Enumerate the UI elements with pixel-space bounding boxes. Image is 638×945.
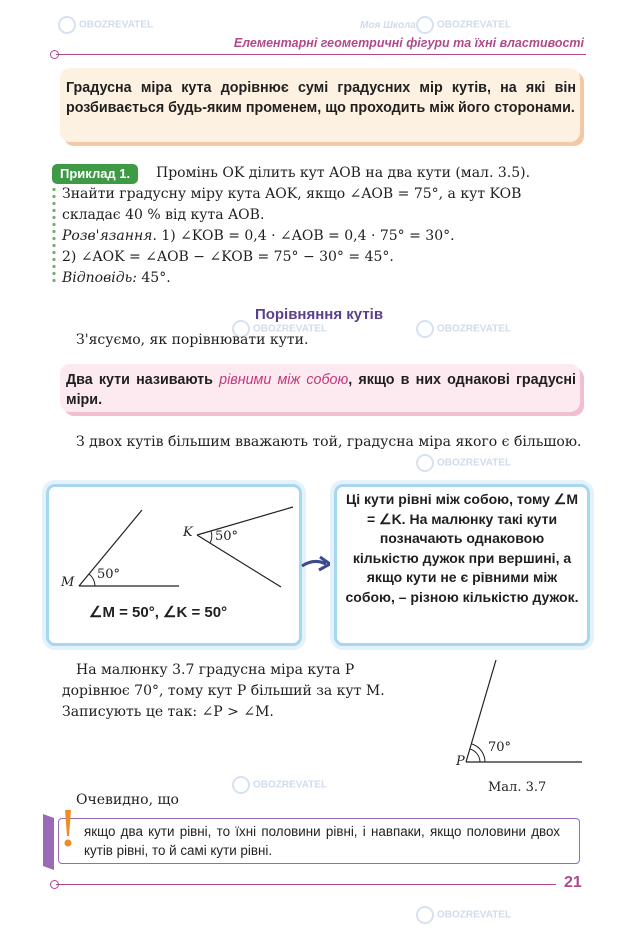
- watermark: OBOZREVATEL: [416, 16, 511, 34]
- page-number: 21: [564, 874, 582, 891]
- figure-angles-panel: [46, 484, 302, 646]
- solution-label: Розв'язання.: [62, 228, 157, 244]
- rule-box-angle-sum: [60, 68, 580, 142]
- rule-text-start: Два кути називають: [66, 372, 213, 388]
- vertex-label-K: K: [183, 525, 193, 540]
- para37-line-3: Записують це так: ∠P > ∠M.: [62, 704, 274, 720]
- para37-line-1: На малюнку 3.7 градусна міра кута P: [76, 662, 355, 678]
- vertex-label-M: M: [61, 575, 75, 590]
- footer-rule: [56, 884, 556, 885]
- answer-label: Відповідь:: [62, 270, 137, 286]
- figure-3-7-caption: Мал. 3.7: [488, 780, 547, 795]
- answer-value: 45°.: [141, 270, 171, 286]
- rule-term: рівними між собою: [219, 372, 349, 388]
- watermark: OBOZREVATEL: [58, 16, 153, 34]
- rule-text: Градусна міра кута дорівнює сумі градусних мір кутів, на які він розбивається будь-яким променем, що проходить між його сторонами.: [66, 80, 576, 116]
- figure-3-7: [452, 654, 586, 772]
- example-badge: Приклад 1.: [52, 164, 138, 184]
- explanation-text: Ці кути рівні між собою, тому ∠M = ∠K. На малюнку такі кути позначають однаковою кількістю дужок при вершині, а якщо кути не є рівними між собою, – різною кількістю дужок.: [345, 491, 579, 605]
- watermark: OBOZREVATEL: [416, 454, 511, 472]
- arrow-icon: [300, 552, 334, 576]
- rule-text: [66, 370, 576, 410]
- angle-value-K: 50°: [215, 529, 239, 544]
- watermark: OBOZREVATEL: [416, 906, 511, 924]
- section-title: Порівняння кутів: [254, 306, 384, 323]
- example-line-3: складає 40 % від кута AOB.: [62, 207, 265, 223]
- chapter-title: Елементарні геометричні фігури та їхні властивості: [233, 36, 584, 50]
- rule-box-equal-angles: [60, 364, 580, 412]
- solution-step-1: 1) ∠KOB = 0,4 · ∠AOB = 0,4 · 75° = 30°.: [161, 228, 455, 244]
- watermark: Моя Школа: [360, 20, 416, 31]
- exclamation-icon: [60, 808, 76, 850]
- obvious-text: Очевидно, що: [76, 792, 179, 808]
- angle-value-M: 50°: [97, 567, 121, 582]
- compare-paragraph: З двох кутів більшим вважають той, градусна міра якого є більшою.: [76, 434, 582, 450]
- watermark: OBOZREVATEL: [416, 320, 511, 338]
- watermark: OBOZREVATEL: [232, 776, 327, 794]
- figure-explanation-panel: [334, 484, 590, 646]
- note-ribbon-icon: [40, 814, 54, 870]
- section-intro: З'ясуємо, як порівнювати кути.: [76, 332, 309, 348]
- rule-text-end: , якщо в них однакові градусні міри.: [66, 372, 576, 408]
- example-line-2: Знайти градусну міру кута AOK, якщо ∠AOB = 75°, а кут KOB: [62, 186, 522, 202]
- note-text: якщо два кути рівні, то їхні половини рівні, і навпаки, якщо половини двох кутів рівні, то й самі кути рівні.: [84, 824, 560, 858]
- example-line-1: Промінь OK ділить кут AOB на два кути (мал. 3.5).: [156, 165, 531, 181]
- header-rule: [56, 54, 586, 55]
- example-line-4: [62, 226, 455, 247]
- angle-value-P: 70°: [488, 740, 512, 755]
- para37-line-2: дорівнює 70°, тому кут P більший за кут M.: [62, 683, 385, 699]
- watermark: OBOZREVATEL: [232, 320, 327, 338]
- example-answer: [62, 268, 171, 289]
- example-line-5: 2) ∠AOK = ∠AOB − ∠KOB = 75° − 30° = 45°.: [62, 249, 394, 265]
- figure-caption: ∠M = 50°, ∠K = 50°: [89, 604, 228, 621]
- example-dots: [52, 186, 56, 286]
- vertex-label-P: P: [456, 754, 465, 769]
